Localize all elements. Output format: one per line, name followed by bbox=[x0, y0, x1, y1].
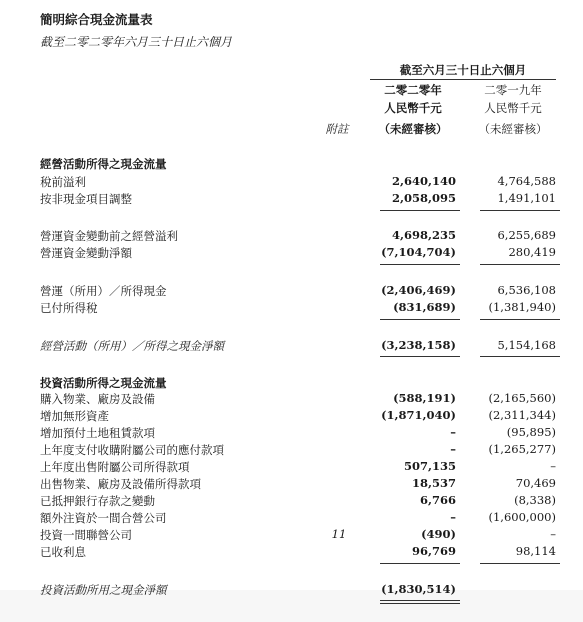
value-2020: 6,766 bbox=[419, 493, 456, 507]
period-header-rule bbox=[370, 79, 556, 80]
row-label: 稅前溢利 bbox=[40, 175, 86, 189]
col-2019-unit: 人民幣千元 bbox=[484, 101, 542, 115]
value-2020: (2,406,469) bbox=[381, 283, 456, 297]
statement-subtitle: 截至二零二零年六月三十日止六個月 bbox=[40, 35, 233, 49]
table-row bbox=[0, 191, 583, 208]
value-2019: 6,536,108 bbox=[497, 283, 556, 297]
value-2020: 2,058,095 bbox=[391, 191, 456, 205]
table-row bbox=[0, 425, 583, 442]
table-row bbox=[0, 544, 583, 561]
row-label: 營運（所用）／所得現金 bbox=[40, 284, 167, 298]
value-2020: 507,135 bbox=[403, 459, 456, 473]
note-header: 附註 bbox=[325, 122, 349, 136]
table-row bbox=[0, 156, 583, 173]
row-label: 增加預付土地租賃款項 bbox=[40, 426, 155, 440]
value-2019: 1,491,101 bbox=[497, 191, 556, 205]
value-2019: – bbox=[550, 459, 556, 473]
total-rule bbox=[380, 356, 460, 357]
table-row bbox=[0, 408, 583, 425]
value-2019: 70,469 bbox=[515, 476, 556, 490]
table-row bbox=[0, 527, 583, 544]
table-row bbox=[0, 582, 583, 599]
value-2020: (490) bbox=[421, 527, 456, 541]
value-2019: (2,165,560) bbox=[488, 391, 556, 405]
value-2019: (95,895) bbox=[506, 425, 556, 439]
period-header: 截至六月三十日止六個月 bbox=[399, 63, 527, 77]
col-2019-year: 二零一九年 bbox=[484, 83, 542, 97]
value-2020: (588,191) bbox=[393, 391, 456, 405]
subtotal-rule bbox=[380, 264, 460, 265]
row-label: 額外注資於一間合營公司 bbox=[40, 511, 167, 525]
table-row bbox=[0, 174, 583, 191]
statement-title: 簡明綜合現金流量表 bbox=[40, 12, 153, 27]
col-2020-status: （未經審核） bbox=[378, 122, 448, 136]
value-2019: (8,338) bbox=[514, 493, 556, 507]
value-2019: (1,265,277) bbox=[488, 442, 556, 456]
row-label: 投資一間聯營公司 bbox=[40, 528, 132, 542]
value-2020: – bbox=[450, 510, 456, 524]
row-label: 增加無形資產 bbox=[40, 409, 109, 423]
table-row bbox=[0, 283, 583, 300]
value-2020: – bbox=[450, 442, 456, 456]
note-ref: 11 bbox=[331, 527, 347, 541]
row-label: 已抵押銀行存款之變動 bbox=[40, 494, 155, 508]
row-label: 購入物業、廠房及設備 bbox=[40, 392, 155, 406]
row-label: 營運資金變動淨額 bbox=[40, 246, 132, 260]
row-label: 營運資金變動前之經營溢利 bbox=[40, 229, 178, 243]
table-row bbox=[0, 459, 583, 476]
value-2020: – bbox=[450, 425, 456, 439]
table-row bbox=[0, 245, 583, 262]
value-2020: 2,640,140 bbox=[391, 174, 456, 188]
value-2019: 98,114 bbox=[515, 544, 556, 558]
value-2020: 4,698,235 bbox=[391, 228, 456, 242]
subtotal-rule bbox=[480, 264, 560, 265]
value-2019: (1,381,940) bbox=[488, 300, 556, 314]
subtotal-rule bbox=[480, 563, 560, 564]
value-2020: 96,769 bbox=[411, 544, 456, 558]
subtotal-rule bbox=[480, 210, 560, 211]
row-label: 上年度支付收購附屬公司的應付款項 bbox=[40, 443, 224, 457]
col-2020-year: 二零二零年 bbox=[384, 83, 442, 97]
subtotal-rule bbox=[380, 210, 460, 211]
col-2020-unit: 人民幣千元 bbox=[384, 101, 442, 115]
value-2019: – bbox=[550, 527, 556, 541]
value-2019: 280,419 bbox=[508, 245, 556, 259]
total-rule bbox=[480, 356, 560, 357]
table-row bbox=[0, 391, 583, 408]
row-label: 經營活動（所用）／所得之現金淨額 bbox=[40, 339, 224, 353]
table-row bbox=[0, 493, 583, 510]
value-2019: 4,764,588 bbox=[497, 174, 556, 188]
value-2020: (831,689) bbox=[393, 300, 456, 314]
total-rule bbox=[380, 600, 460, 604]
value-2020: (1,830,514) bbox=[381, 582, 456, 596]
row-label: 按非現金項目調整 bbox=[40, 192, 132, 206]
row-label: 已收利息 bbox=[40, 545, 86, 559]
subtotal-rule bbox=[480, 319, 560, 320]
value-2020: (7,104,704) bbox=[381, 245, 456, 259]
row-label: 投資活動所用之現金淨額 bbox=[40, 583, 167, 597]
table-row bbox=[0, 442, 583, 459]
value-2020: 18,537 bbox=[411, 476, 456, 490]
table-row bbox=[0, 476, 583, 493]
row-label: 投資活動所得之現金流量 bbox=[40, 376, 167, 390]
row-label: 上年度出售附屬公司所得款項 bbox=[40, 460, 190, 474]
value-2019: (1,600,000) bbox=[488, 510, 556, 524]
table-row bbox=[0, 510, 583, 527]
table-row bbox=[0, 375, 583, 392]
row-label: 已付所得稅 bbox=[40, 301, 98, 315]
col-2019-status: （未經審核） bbox=[478, 122, 548, 136]
row-label: 出售物業、廠房及設備所得款項 bbox=[40, 477, 201, 491]
table-row bbox=[0, 300, 583, 317]
row-label: 經營活動所得之現金流量 bbox=[40, 157, 167, 171]
table-row bbox=[0, 228, 583, 245]
subtotal-rule bbox=[380, 319, 460, 320]
table-row bbox=[0, 338, 583, 355]
value-2019: (2,311,344) bbox=[488, 408, 556, 422]
value-2019: 6,255,689 bbox=[497, 228, 556, 242]
value-2019: 5,154,168 bbox=[497, 338, 556, 352]
subtotal-rule bbox=[380, 563, 460, 564]
value-2020: (1,871,040) bbox=[381, 408, 456, 422]
value-2020: (3,238,158) bbox=[381, 338, 456, 352]
